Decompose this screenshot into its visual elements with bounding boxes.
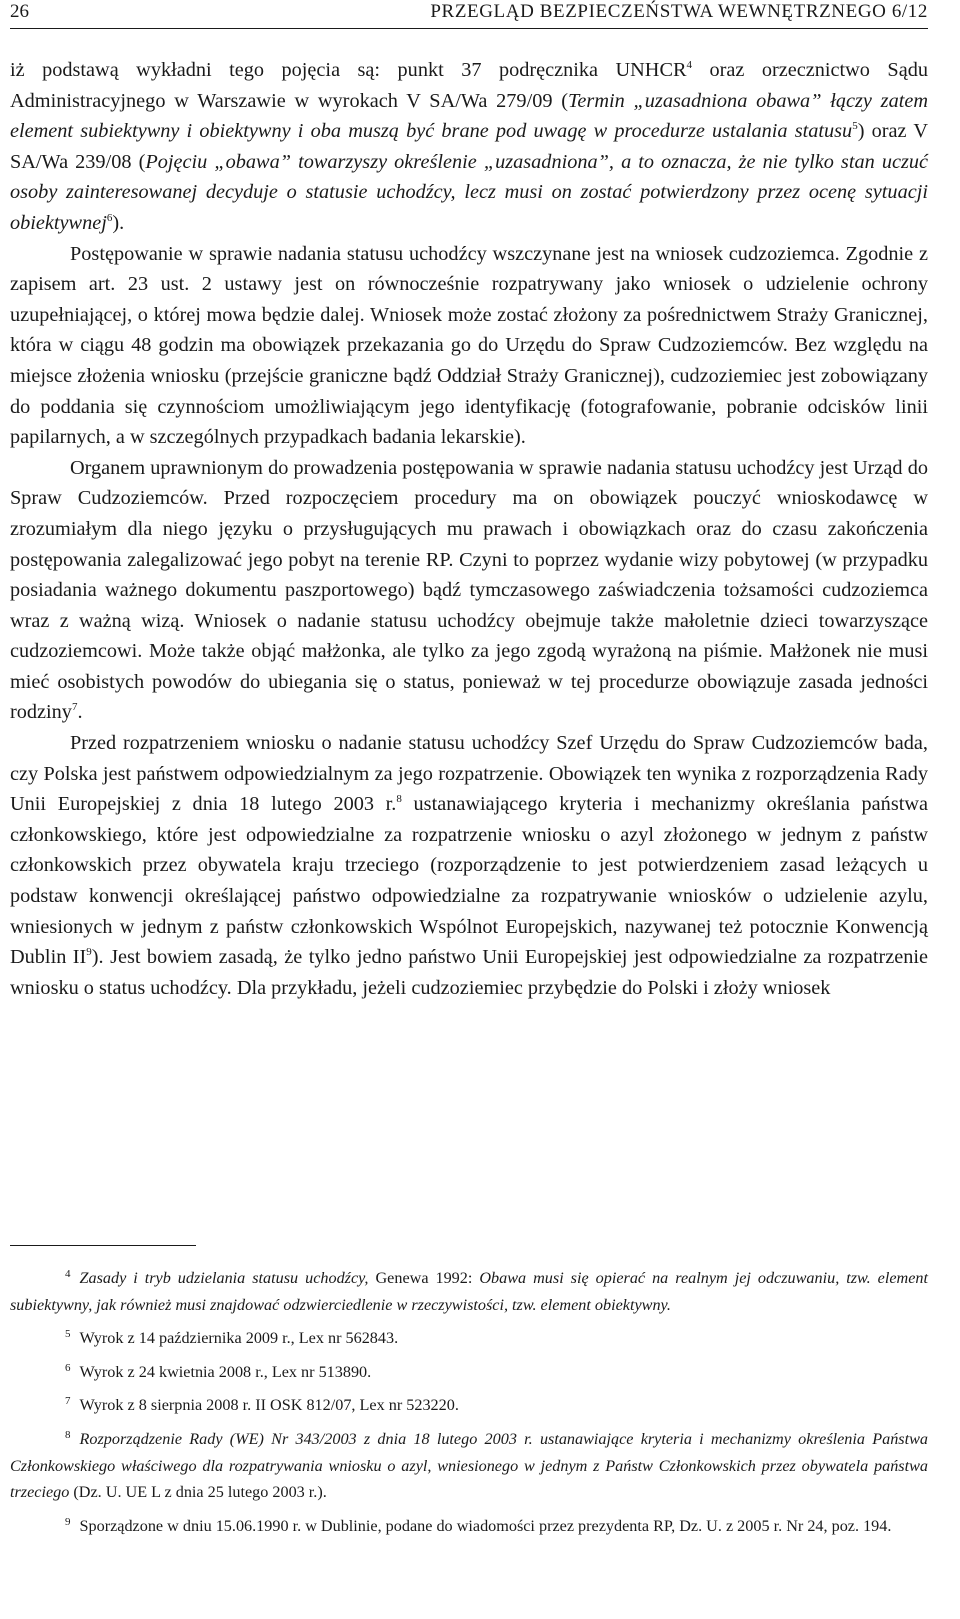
footnote-9: $^9$ Sporządzone w dniu 15.06.1990 r. w Dublinie, podane do wiadomości przez prezydenta RP, Dz. U. z 2005 r. Nr 24, poz. 194.	[65, 1515, 892, 1535]
page-number: 26	[10, 1, 29, 22]
journal-title: PRZEGLĄD BEZPIECZEŃSTWA WEWNĘTRZNEGO 6/12	[430, 1, 928, 22]
footnote-ref-6[interactable]: 6	[106, 211, 113, 224]
paragraph-1: iż podstawą wykładni tego pojęcia są: punkt 37 podręcznika UNHCR$^4$ oraz orzecznictwo Sądu Administracyjnego w Warszawie w wyrokach V SA/Wa 279/09 (Termin „uzasadniona obawa” łączy zatem element subiektywny i obiektywny i oba muszą być brane pod uwagę w procedurze ustalania statusu$^5$) oraz V SA/Wa 239/08 (Pojęciu „obawa” towarzyszy określenie „uzasadniona”, a to oznacza, że nie tylko stan uczuć osoby zainteresowanej decyduje o statusie uchodźcy, lecz musi on zostać potwierdzony przez ocenę sytuacji obiektywnej$^6$).	[10, 59, 928, 234]
footnote-6: $^6$ Wyrok z 24 kwietnia 2008 r., Lex nr 513890.	[65, 1361, 372, 1381]
quote-pojeciu-obawa: Pojęciu „obawa” towarzyszy określenie „uzasadniona”, a to oznacza, że nie tylko stan uczuć osoby zainteresowanej decyduje o statusie uchodźcy, lecz musi on zostać potwierdzony przez ocenę sytuacji obiektywnej	[10, 150, 928, 234]
running-header	[10, 0, 928, 29]
paragraph-4: Przed rozpatrzeniem wniosku o nadanie statusu uchodźcy Szef Urzędu do Spraw Cudzoziemców bada, czy Polska jest państwem odpowiedzialnym za jego rozpatrzenie. Obowiązek ten wynika z rozporządzenia Rady Unii Europejskiej z dnia 18 lutego 2003 r.$^8$ ustanawiającego kryteria i mechanizmy określania państwa członkowskiego, które jest odpowiedzialne za rozpatrzenie wniosku o azyl złożonego w jednym z państw członkowskich przez obywatela kraju trzeciego (rozporządzenie to jest potwierdzeniem zasad leżących u podstaw konwencji określającej państwo odpowiedzialne za rozpatrywanie wniosków o udzielenie azylu, wniesionych w jednym z państw członkowskich Wspólnot Europejskich, nazywanej też potocznie Konwencją Dublin $II^9$). Jest bowiem zasadą, że tylko jedno państwo Unii Europejskiej jest odpowiedzialne za rozpatrzenie wniosku o status uchodźcy. Dla przykładu, jeżeli cudzoziemiec przybędzie do Polski i złoży wniosek	[10, 732, 928, 999]
footnote-ref-5[interactable]: 5	[852, 120, 858, 133]
footnotes	[10, 1265, 928, 1546]
footnote-7: $^7$ Wyrok z 8 sierpnia 2008 r. II OSK 812/07, Lex nr 523220.	[65, 1395, 459, 1415]
footnote-ref-9[interactable]: 9	[86, 946, 92, 959]
footnote-5: $^5$ Wyrok z 14 października 2009 r., Lex nr 562843.	[65, 1328, 399, 1348]
footnote-ref-7[interactable]: 7	[71, 701, 78, 714]
paragraph-3: Organem uprawnionym do prowadzenia postępowania w sprawie nadania statusu uchodźcy jest Urząd do Spraw Cudzoziemców. Przed rozpoczęciem procedury ma on obowiązek pouczyć wnioskodawcę w zrozumiałym dla niego języku o przysługujących mu prawach i obowiązkach oraz do czasu zakończenia postępowania zalegalizować jego pobyt na terenie RP. Czyni to poprzez wydanie wizy pobytowej (w przypadku posiadania ważnego dokumentu paszportowego) bądź tymczasowego zaświadczenia tożsamości cudzoziemca wraz z ważną wizą. Wniosek o nadanie statusu uchodźcy obejmuje także małoletnie dzieci towarzyszące cudzoziemcowi. Może także objąć małżonka, ale tylko za jego zgodą wyrażoną na piśmie. Małżonek nie musi mieć osobistych powodów do ubiegania się o status, ponieważ w tej procedurze obowiązuje zasada jedności rodziny$^7$.	[10, 456, 928, 724]
footnote-ref-4[interactable]: 4	[686, 59, 693, 71]
footnote-8: $^8$ Rozporządzenie Rady (WE) Nr 343/2003 z dnia 18 lutego 2003 r. ustanawiające kryteria i mechanizmy określenia Państwa Członkowskiego właściwego dla rozpatrywania wniosku o azyl, wniesionego w jednym z Państw Członkowskich przez obywatela państwa trzeciego (Dz. U. UE L z dnia 25 lutego 2003 r.).	[10, 1428, 928, 1502]
quote-uzasadniona-obawa: Termin „uzasadniona obawa” łączy zatem element subiektywny i obiektywny i oba muszą być brane pod uwagę w procedurze ustalania statusu	[10, 89, 928, 143]
footnote-separator	[10, 1245, 196, 1246]
footnote-4: $^4$ Zasady i tryb udzielania statusu uchodźcy, Genewa 1992: Obawa musi się opierać na realnym jej odczuwaniu, tzw. element subiektywny, jak również musi znajdować odzwierciedlenie w rzeczywistości, tzw. element obiektywny.	[10, 1268, 928, 1314]
paragraph-2: Postępowanie w sprawie nadania statusu uchodźcy wszczynane jest na wniosek cudzoziemca. Zgodnie z zapisem art. 23 ust. 2 ustawy jest on równocześnie rozpatrywany jako wniosek o udzielenie ochrony uzupełniającej, o której mowa będzie dalej. Wniosek może zostać złożony za pośrednictwem Straży Granicznej, która w ciągu 48 godzin ma obowiązek przekazania go do Urzędu do Spraw Cudzoziemców. Bez względu na miejsce złożenia wniosku (przejście graniczne bądź Oddział Straży Granicznej), cudzoziemiec jest zobowiązany do poddania się czynnościom umożliwiającym jego identyfikację (fotografowanie, pobranie odcisków linii papilarnych, a w szczególnych przypadkach badania lekarskie).	[10, 242, 928, 449]
main-text	[10, 55, 928, 1003]
footnote-ref-8[interactable]: 8	[396, 793, 402, 806]
